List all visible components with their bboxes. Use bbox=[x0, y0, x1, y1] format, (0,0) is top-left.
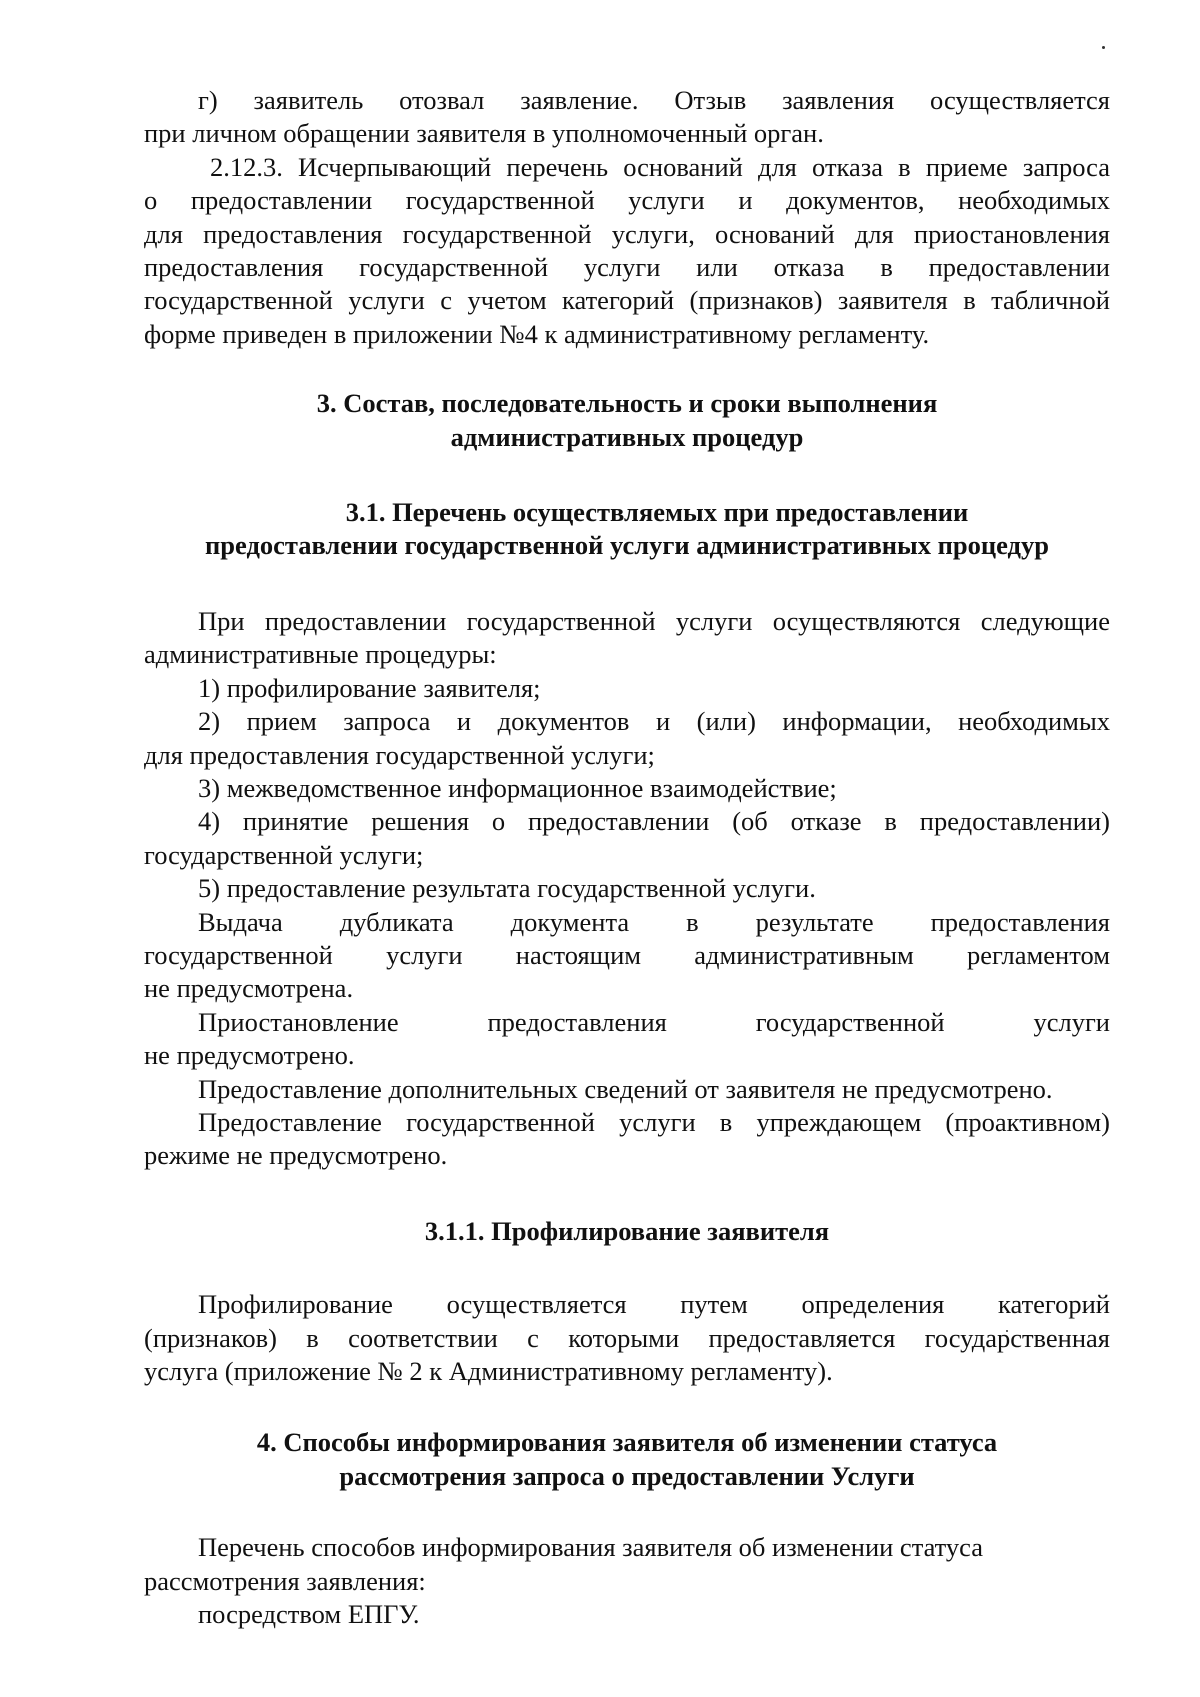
proactive-line2: режиме не предусмотрено. bbox=[144, 1140, 448, 1171]
informing-line1: Перечень способов информирования заявителя об изменении статуса bbox=[198, 1532, 983, 1563]
section-3-heading-line2: административных процедур bbox=[450, 421, 804, 452]
paragraph-g-line1: г) заявитель отозвал заявление. Отзыв заявления осуществляется bbox=[198, 85, 1110, 115]
list-item-4-line1: 4) принятие решения о предоставлении (об отказе в предоставлении) bbox=[198, 806, 1110, 837]
paragraph-2123-line2: о предоставлении государственной услуги и документов, необходимых bbox=[144, 185, 1110, 216]
section-4-body bbox=[144, 1531, 1110, 1631]
scan-speck bbox=[1102, 46, 1105, 49]
section-3-1-heading bbox=[144, 496, 1110, 563]
duplicate-line3: не предусмотрена. bbox=[144, 973, 354, 1004]
list-item-5: 5) предоставление результата государственной услуги. bbox=[198, 873, 816, 904]
list-item-3: 3) межведомственное информационное взаимодействие; bbox=[198, 772, 837, 803]
list-item-2-line2: для предоставления государственной услуги; bbox=[144, 739, 655, 770]
paragraph-2123-line1: 2.12.3. Исчерпывающий перечень оснований для отказа в приеме запроса bbox=[210, 151, 1110, 182]
paragraph-g-line2: при личном обращении заявителя в уполномоченный орган. bbox=[144, 118, 824, 149]
duplicate-line1: Выдача дубликата документа в результате предоставления bbox=[198, 906, 1110, 937]
list-item-4-line2: государственной услуги; bbox=[144, 839, 424, 870]
document-body bbox=[144, 84, 1110, 1631]
section-3-1-1-body bbox=[144, 1288, 1110, 1388]
section-4-heading bbox=[144, 1426, 1110, 1493]
section-4-heading-line2: рассмотрения запроса о предоставлении Услуги bbox=[339, 1460, 915, 1491]
informing-line2: рассмотрения заявления: bbox=[144, 1565, 426, 1596]
paragraph-2123-line3: для предоставления государственной услуги, оснований для приостановления bbox=[144, 218, 1110, 249]
paragraph-2123-line6: форме приведен в приложении №4 к административному регламенту. bbox=[144, 318, 930, 349]
intro-line1: При предоставлении государственной услуги осуществляются следующие bbox=[198, 605, 1110, 636]
list-item-1: 1) профилирование заявителя; bbox=[198, 672, 541, 703]
duplicate-line2: государственной услуги настоящим административным регламентом bbox=[144, 939, 1110, 970]
section-4-heading-line1: 4. Способы информирования заявителя об изменении статуса bbox=[256, 1427, 998, 1458]
section-3-1-heading-line2: предоставлении государственной услуги административных процедур bbox=[205, 530, 1049, 561]
suspension-line2: не предусмотрено. bbox=[144, 1040, 355, 1071]
profiling-line1: Профилирование осуществляется путем определения категорий bbox=[198, 1289, 1110, 1320]
section-3-heading bbox=[144, 387, 1110, 454]
profiling-line2: (признаков) в соответствии с которыми предоставляется государственная bbox=[144, 1322, 1110, 1353]
paragraph-2123-line4: предоставления государственной услуги или отказа в предоставлении bbox=[144, 252, 1110, 283]
paragraph-2123-line5: государственной услуги с учетом категорий (признаков) заявителя в табличной bbox=[144, 285, 1110, 316]
section-3-1-body bbox=[144, 605, 1110, 1173]
list-item-2-line1: 2) прием запроса и документов и (или) информации, необходимых bbox=[198, 706, 1110, 737]
section-3-1-heading-line1: 3.1. Перечень осуществляемых при предоставлении bbox=[345, 497, 969, 528]
section-3-1-1-heading: 3.1.1. Профилирование заявителя bbox=[424, 1215, 830, 1246]
intro-line2: административные процедуры: bbox=[144, 639, 497, 670]
section-3-heading-line1: 3. Состав, последовательность и сроки выполнения bbox=[316, 388, 938, 419]
suspension-line1: Приостановление предоставления государственной услуги bbox=[198, 1006, 1110, 1037]
proactive-line1: Предоставление государственной услуги в упреждающем (проактивном) bbox=[198, 1106, 1110, 1137]
extra-info-line: Предоставление дополнительных сведений от заявителя не предусмотрено. bbox=[198, 1073, 1053, 1104]
profiling-line3: услуга (приложение № 2 к Административному регламенту). bbox=[144, 1356, 833, 1386]
informing-line3: посредством ЕПГУ. bbox=[198, 1599, 420, 1630]
